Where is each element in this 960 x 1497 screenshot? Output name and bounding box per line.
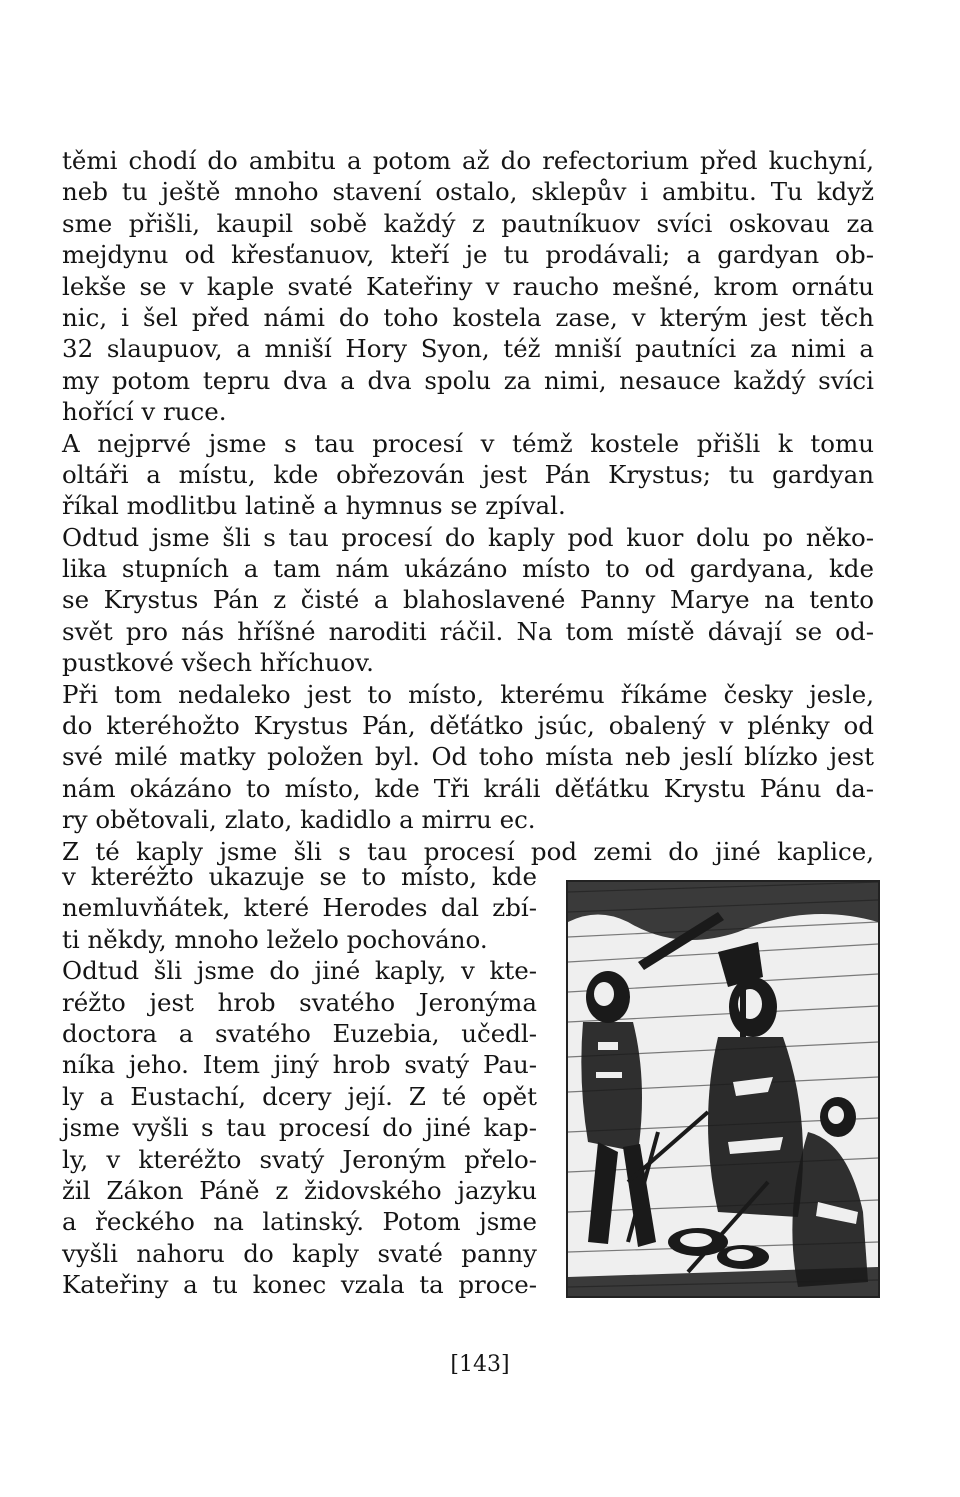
text-line: říkal modlitbu latině a hymnus se zpíval. xyxy=(62,491,566,521)
text-line: hořící v ruce. xyxy=(62,397,227,427)
text-line: těmi chodí do ambitu a potom až do refectorium před kuchyní, xyxy=(62,146,874,175)
page-number: [143] xyxy=(450,1352,510,1377)
text-line: ly a Eustachí, dcery její. Z té opět xyxy=(62,1081,537,1111)
text-line: jsme vyšli s tau procesí do jiné kap- xyxy=(62,1113,537,1143)
text-line: 32 slaupuov, a mniší Hory Syon, též mniší pautníci za nimi a xyxy=(62,334,874,364)
text-line: své milé matky položen byl. Od toho místa neb jeslí blízko jest xyxy=(62,742,874,772)
text-line: se Krystus Pán z čisté a blahoslavené Panny Marye na tento xyxy=(62,585,874,615)
text-line: a řeckého na latinský. Potom jsme xyxy=(62,1207,537,1237)
text-line: pustkové všech hříchuov. xyxy=(62,648,374,678)
text-line: Kateřiny a tu konec vzala ta proce- xyxy=(62,1270,537,1300)
text-line: do kteréhožto Krystus Pán, děťátko jsúc, obalený v plénky od xyxy=(62,711,874,741)
text-line: níka jeho. Item jiný hrob svatý Pau- xyxy=(62,1050,537,1080)
text-line: neb tu ještě mnoho stavení ostalo, sklepův i ambitu. Tu když xyxy=(62,177,874,207)
text-line: nic, i šel před námi do toho kostela zase, v kterým jest těch xyxy=(62,302,874,332)
text-line: Odtud šli jsme do jiné kaply, v kte- xyxy=(62,956,537,986)
text-line: ly, v kteréžto svatý Jeroným přelo- xyxy=(62,1144,537,1174)
text-line: lekše se v kaple svaté Kateřiny v raucho mešné, krom ornátu xyxy=(62,271,874,301)
main-text-narrow-column xyxy=(62,861,537,1300)
text-line: vyšli nahoru do kaply svaté panny xyxy=(62,1238,537,1268)
text-line: nemluvňátek, které Herodes dal zbí- xyxy=(62,893,537,923)
text-line: žil Zákon Páně z židovského jazyku xyxy=(62,1175,537,1205)
text-line: doctora a svatého Euzebia, učedl- xyxy=(62,1018,537,1048)
text-line: réžto jest hrob svatého Jeronýma xyxy=(62,987,537,1017)
text-line: lika stupních a tam nám ukázáno místo to od gardyana, kde xyxy=(62,554,874,584)
woodcut-massacre-of-innocents-image xyxy=(568,882,878,1296)
text-line: oltáři a místu, kde obřezován jest Pán Krystus; tu gardyan xyxy=(62,459,874,489)
text-line: sme přišli, kaupil sobě každý z pautníkuov svíci oskovau za xyxy=(62,208,874,238)
woodcut-illustration xyxy=(566,880,880,1298)
text-line: A nejprvé jsme s tau procesí v témž kostele přišli k tomu xyxy=(62,428,874,458)
text-line: svět pro nás hříšné naroditi ráčil. Na tom místě dávají se od- xyxy=(62,616,874,646)
text-line: Z té kaply jsme šli s tau procesí pod zemi do jiné kaplice, xyxy=(62,836,874,866)
text-line: v kteréžto ukazuje se to místo, kde xyxy=(62,862,537,891)
text-line: Odtud jsme šli s tau procesí do kaply pod kuor dolu po něko- xyxy=(62,522,874,552)
text-line: ti někdy, mnoho leželo pochováno. xyxy=(62,924,488,954)
text-line: mejdynu od křesťanuov, kteří je tu prodávali; a gardyan ob- xyxy=(62,240,874,270)
main-text-full-width xyxy=(62,145,874,867)
text-line: Při tom nedaleko jest to místo, kterému říkáme česky jesle, xyxy=(62,679,874,709)
text-line: my potom tepru dva a dva spolu za nimi, nesauce každý svíci xyxy=(62,365,874,395)
text-line: nám okázáno to místo, kde Tři králi děťátku Krystu Pánu da- xyxy=(62,773,874,803)
text-line: ry obětovali, zlato, kadidlo a mirru ec. xyxy=(62,805,536,835)
